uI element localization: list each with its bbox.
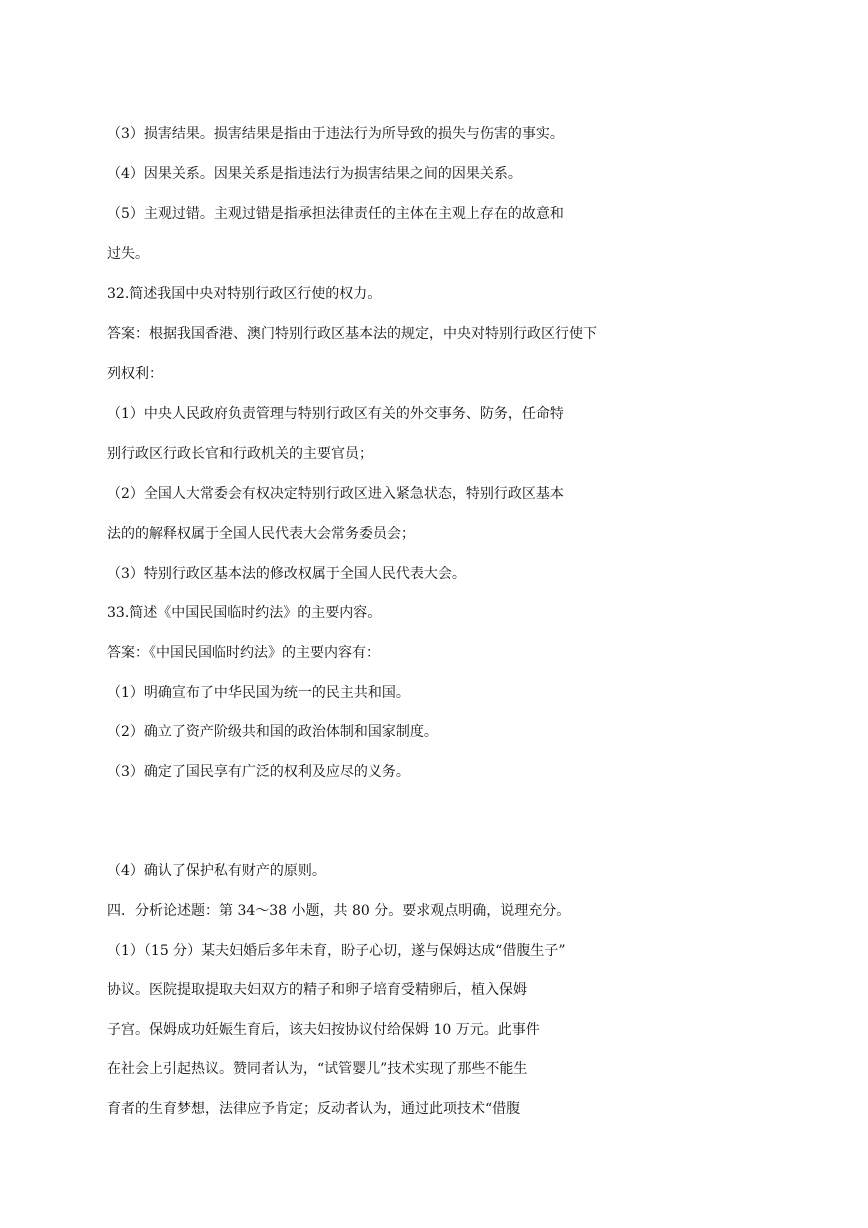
text-line: 别行政区行政长官和行政机关的主要官员；: [107, 446, 373, 462]
question-heading: 33.简述《中国民国临时约法》的主要内容。: [107, 605, 382, 621]
text-line: （4）确认了保护私有财产的原则。: [107, 863, 326, 879]
text-line: （1）中央人民政府负责管理与特别行政区有关的外交事务、防务，任命特: [107, 406, 564, 422]
text-line: （3）损害结果。损害结果是指由于违法行为所导致的损失与伤害的事实。: [107, 126, 564, 142]
text-line: （2）全国人大常委会有权决定特别行政区进入紧急状态，特别行政区基本: [107, 486, 564, 502]
text-line: 答案：《中国民国临时约法》的主要内容有：: [107, 645, 380, 661]
text-line: 育者的生育梦想，法律应予肯定；反动者认为，通过此项技术“借腹: [107, 1101, 521, 1117]
text-line: 子宫。保姆成功妊娠生育后，该夫妇按协议付给保姆 10 万元。此事件: [107, 1022, 540, 1038]
text-line: （1）（15 分）某夫妇婚后多年未育，盼子心切，遂与保姆达成“借腹生子”: [107, 943, 566, 959]
text-line: 法的的解释权属于全国人民代表大会常务委员会；: [107, 526, 415, 542]
question-heading: 32.简述我国中央对特别行政区行使的权力。: [107, 286, 382, 302]
text-line: 答案：根据我国香港、澳门特别行政区基本法的规定，中央对特别行政区行使下: [107, 326, 597, 342]
text-line: 协议。医院提取提取夫妇双方的精子和卵子培育受精卵后，植入保姆: [107, 982, 527, 998]
text-line: （2）确立了资产阶级共和国的政治体制和国家制度。: [107, 724, 438, 740]
text-line: （3）确定了国民享有广泛的权利及应尽的义务。: [107, 764, 410, 780]
text-line: 列权利：: [107, 366, 163, 382]
text-line: （4）因果关系。因果关系是指违法行为损害结果之间的因果关系。: [107, 166, 522, 182]
text-line: （5）主观过错。主观过错是指承担法律责任的主体在主观上存在的故意和: [107, 206, 564, 222]
text-line: 过失。: [107, 246, 149, 262]
text-line: 在社会上引起热议。赞同者认为，“试管婴儿”技术实现了那些不能生: [107, 1061, 528, 1077]
text-line: （3）特别行政区基本法的修改权属于全国人民代表大会。: [107, 566, 466, 582]
section-heading: 四．分析论述题：第 34～38 小题，共 80 分。要求观点明确，说理充分。: [107, 903, 571, 919]
text-line: （1）明确宣布了中华民国为统一的民主共和国。: [107, 685, 410, 701]
